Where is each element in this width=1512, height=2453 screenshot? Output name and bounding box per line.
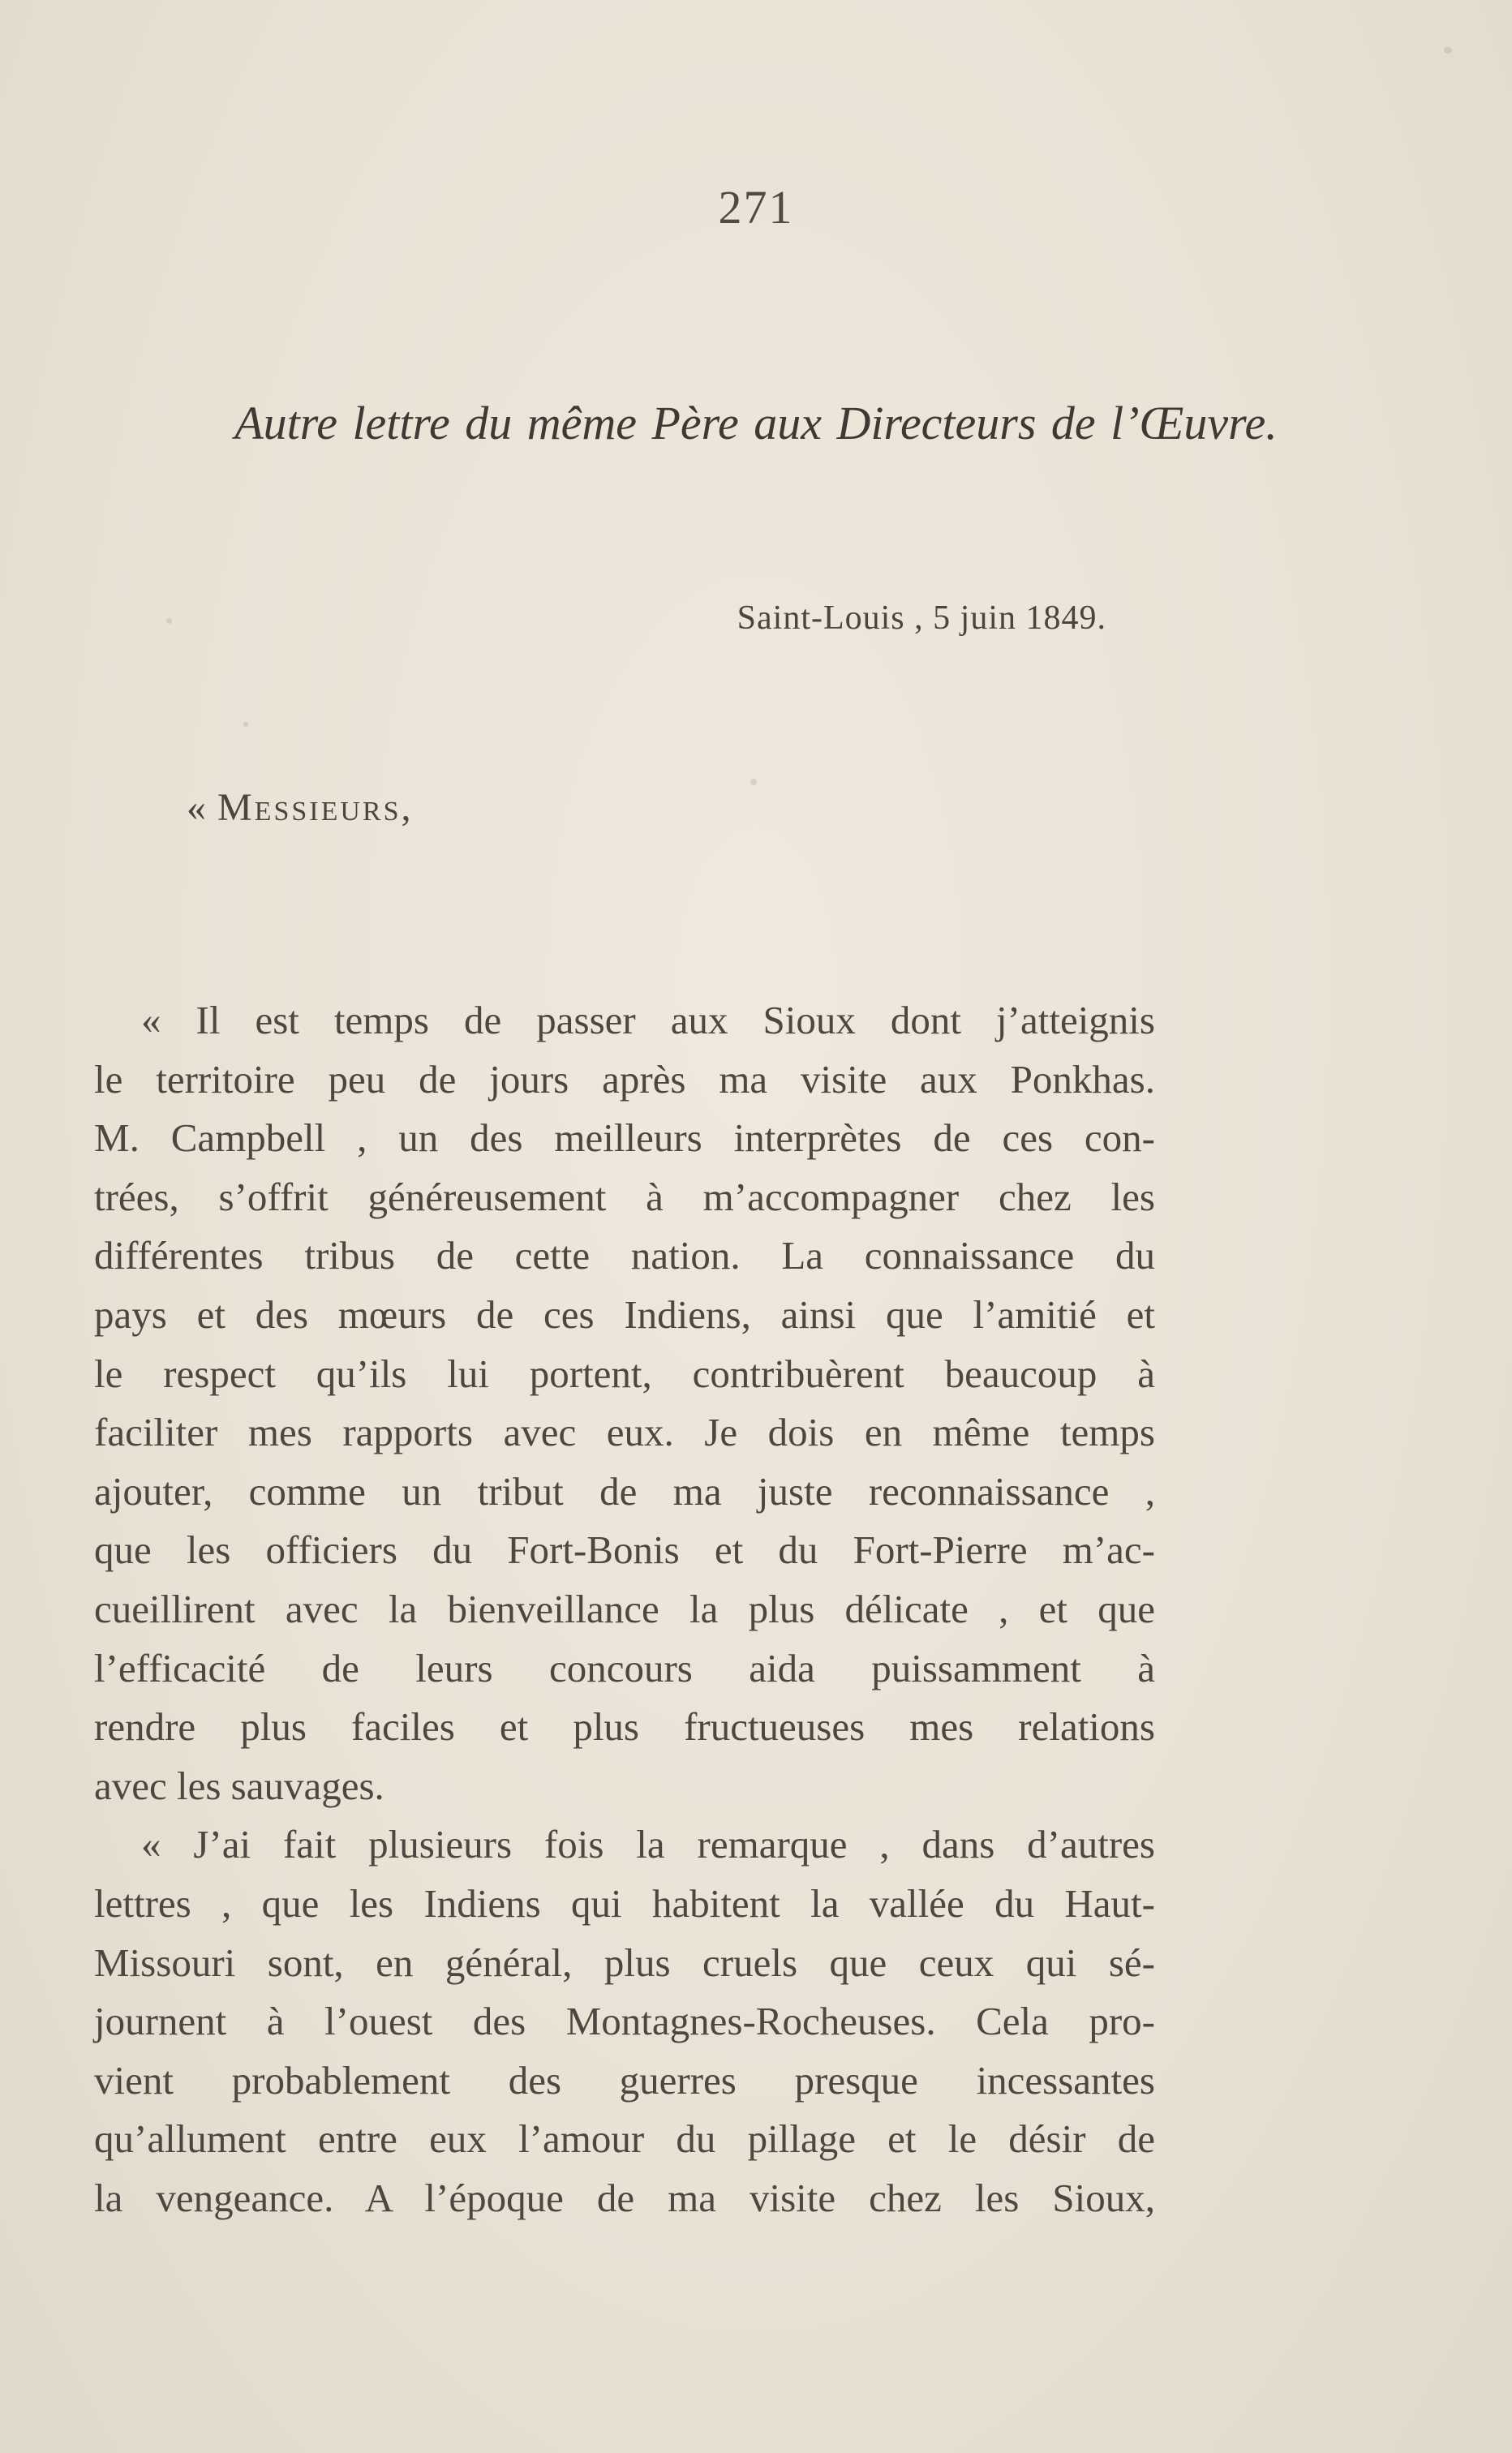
salutation-word: Messieurs — [217, 786, 402, 829]
page-number: 271 — [718, 181, 794, 234]
text-line: pays et des mœurs de ces Indiens, ainsi que l’amitié et — [94, 1291, 1155, 1337]
text-line: faciliter mes rapports avec eux. Je dois en même temps — [94, 1410, 1155, 1455]
text-line: la vengeance. A l’époque de ma visite chez les Sioux, — [94, 2175, 1155, 2220]
paper-spot — [243, 722, 248, 727]
letter-body — [94, 991, 1155, 2227]
text-line: le respect qu’ils lui portent, contribuèrent beaucoup à — [94, 1351, 1155, 1396]
text-line: l’efficacité de leurs concours aida puissamment à — [94, 1645, 1155, 1690]
text-line: ajouter, comme un tribut de ma juste reconnaissance , — [94, 1468, 1155, 1514]
text-line: cueillirent avec la bienveillance la plus délicate , et que — [94, 1586, 1155, 1631]
text-line: « Il est temps de passer aux Sioux dont j’atteignis — [141, 998, 1155, 1042]
text-line: que les officiers du Fort-Bonis et du Fort-Pierre m’ac- — [94, 1527, 1155, 1573]
salutation-quote: « — [187, 786, 217, 829]
paper-spot — [1444, 47, 1452, 54]
dateline: Saint-Louis , 5 juin 1849. — [737, 599, 1106, 637]
text-line: M. Campbell , un des meilleurs interprètes de ces con- — [94, 1115, 1155, 1161]
text-line: différentes tribus de cette nation. La connaissance du — [94, 1233, 1155, 1278]
salutation-comma: , — [401, 786, 412, 829]
text-line: « J’ai fait plusieurs fois la remarque , dans d’autres — [141, 1822, 1155, 1867]
text-line: qu’allument entre eux l’amour du pillage et le désir de — [94, 2116, 1155, 2162]
text-line: vient probablement des guerres presque incessantes — [94, 2057, 1155, 2103]
letter-heading: Autre lettre du même Père aux Directeurs de l’Œuvre. — [234, 397, 1278, 449]
text-line: avec les sauvages. — [94, 1763, 384, 1808]
paper-spot — [750, 779, 757, 785]
salutation — [187, 785, 412, 830]
text-line: lettres , que les Indiens qui habitent la vallée du Haut- — [94, 1880, 1155, 1926]
text-line: rendre plus faciles et plus fructueuses mes relations — [94, 1704, 1155, 1750]
paper-spot — [166, 618, 172, 624]
text-line: journent à l’ouest des Montagnes-Rocheuses. Cela pro- — [94, 1999, 1155, 2044]
text-line: Missouri sont, en général, plus cruels que ceux qui sé- — [94, 1940, 1155, 1985]
text-line: trées, s’offrit généreusement à m’accompagner chez les — [94, 1174, 1155, 1219]
text-line: le territoire peu de jours après ma visite aux Ponkhas. — [94, 1056, 1155, 1102]
